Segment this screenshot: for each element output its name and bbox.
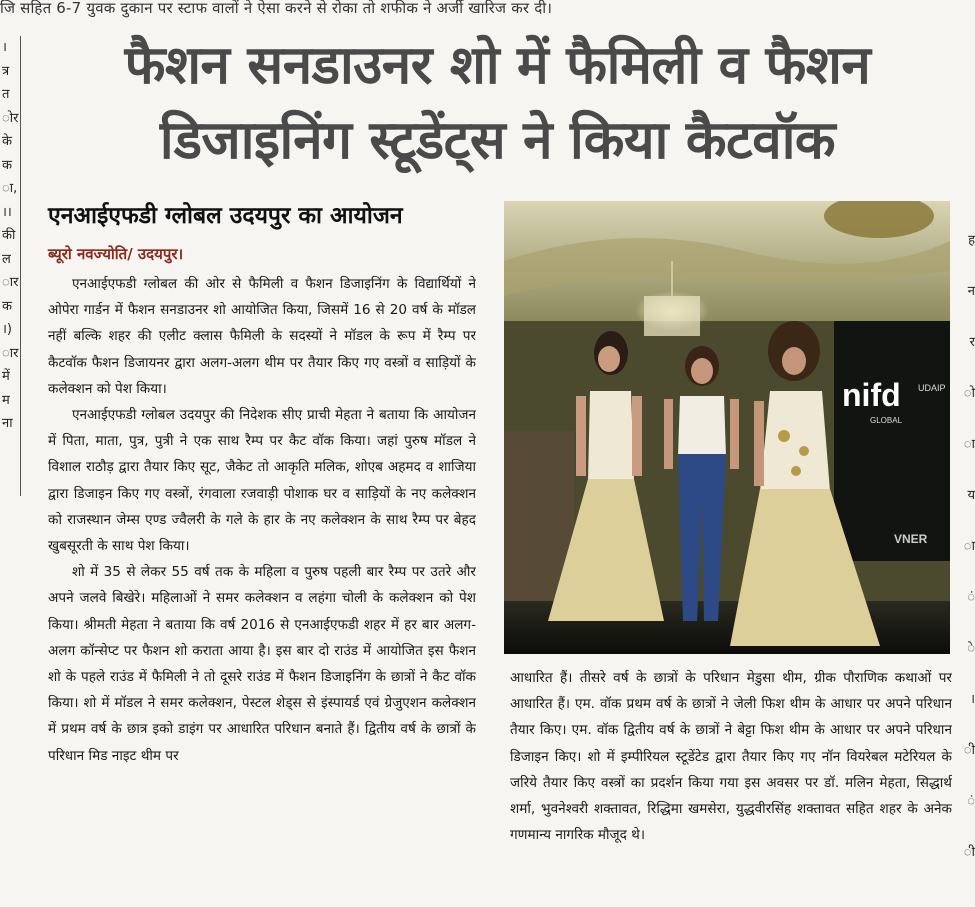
runway-photo-graphic: [504, 201, 950, 654]
paragraph: शो में 35 से लेकर 55 वर्ष तक के महिला व पुरुष पहली बार रैम्प पर उतरे और अपने जलवे बिखेरे। महिलाओं ने समर कलेक्शन व लहंगा चोली के कलेक्शन को पेश किया। श्रीमती मेहता ने बताया कि वर्ष 2016 से एनआईएफडी शहर में हर बार अलग-अलग कॉन्सेप्ट पर फैशन शो कराता आया है। इस बार दो राउंड में आयोजित इस फैशन शो के पहले राउंड में फैमिली ने तो दूसरे राउंड में फैशन डिजाइनिंग के छात्रों ने कैट वॉक किया। शो में मॉडल ने समर कलेक्शन, पेस्टल शेड्स से इंस्पायर्ड एवं ग्रेजुएशन कलेक्शन में प्रथम वर्ष के छात्र इको डाइंग पर आधारित परिधान बनाते हैं। द्वितीय वर्ष के छात्रों के परिधान मिड नाइट थीम पर: [48, 564, 476, 764]
headline-line-2: डिजाइनिंग स्टूडेंट्स ने किया कैटवॉक: [159, 110, 836, 171]
fragment: की: [2, 228, 16, 243]
banner-text: VNER: [894, 532, 928, 546]
fragment: ा: [963, 437, 975, 452]
headline-line-1: फैशन सनडाउनर शो में फैमिली व फैशन: [124, 35, 871, 96]
backdrop-logo-text: nifd: [842, 377, 901, 413]
fragment: न: [967, 284, 975, 299]
backdrop-side-text: UDAIP: [918, 383, 946, 393]
fragment: े: [967, 641, 975, 656]
fragment: ल: [2, 251, 11, 267]
fragment: ।।: [2, 204, 12, 220]
fragment: ं: [967, 794, 975, 809]
previous-article-strip: जि सहित 6-7 युवक दुकान पर स्टाफ वालों ने ऐसा करने से रोका तो शफीक ने अर्जी खारिज कर दी।: [0, 0, 553, 17]
fragment: म: [2, 392, 10, 408]
fragment: क: [2, 298, 12, 314]
fragment: ी: [963, 845, 975, 860]
subheadline: एनआईएफडी ग्लोबल उदयपुर का आयोजन: [48, 203, 403, 229]
fragment: के: [2, 134, 12, 149]
fragment: ा: [963, 539, 975, 554]
fragment: ।: [970, 692, 975, 707]
fragment: ोर: [2, 110, 19, 126]
adjacent-column-right: [960, 215, 975, 905]
fragment: ार: [2, 275, 19, 290]
adjacent-column-left: [0, 36, 21, 496]
paragraph: आधारित हैं। तीसरे वर्ष के छात्रों के परिधान मेडुसा थीम, ग्रीक पौराणिक कथाओं पर आधारित हैं। एम. वॉक प्रथम वर्ष के छात्रों ने जेली फिश थीम के आधार पर अपने परिधान तैयार किए। एम. वॉक द्वितीय वर्ष के छात्रों ने बेट्टा फिश थीम के आधार पर अपने परिधान डिजाइन किए। शो में इम्पीरियल स्टूडेंटेड द्वारा तैयार किए गए नॉन वियरेबल मटेरियल के जरिये तैयार किए वस्त्रों का प्रदर्शन किया गया इस अवसर पर डॉ. मलिन मेहता, सिद्धार्थ शर्मा, भुवनेश्वरी शक्तावत, रिद्धिमा खमसेरा, युद्धवीरसिंह शक्तावत सहित शहर के अनेक गणमान्य नागरिक मौजूद थे।: [510, 670, 952, 844]
runway-photo: [504, 201, 950, 654]
article-column-1: [48, 271, 476, 901]
backdrop-screen: [834, 321, 950, 561]
headline: [30, 28, 965, 178]
fragment: ना: [2, 416, 13, 431]
fragment: य: [967, 488, 975, 503]
fragment: क: [2, 157, 12, 173]
byline: ब्यूरो नवज्योति/ उदयपुर।: [48, 245, 184, 263]
fragment: में: [2, 369, 10, 384]
fragment: ा,: [2, 181, 18, 196]
fragment: ह: [968, 233, 975, 248]
fragment: त: [2, 87, 10, 102]
article-column-2: [510, 665, 952, 905]
paragraph: एनआईएफडी ग्लोबल की ओर से फैमिली व फैशन डिजाइनिंग के विद्यार्थियों ने ओपेरा गार्डन में फैशन सनडाउनर शो आयोजित किया, जिसमें 16 से 20 वर्ष के मॉडल नहीं बल्कि शहर की एलीट क्लास फैमिली के सदस्यों ने मॉडल के रूप में रैम्प पर कैटवॉक फैशन डिजायनर द्वारा अलग-अलग थीम पर तैयार किए गए वस्त्रों व साड़ियों के कलेक्शन को पेश किया।: [48, 276, 476, 397]
fragment: ी: [963, 743, 975, 758]
fragment: ो: [963, 386, 975, 401]
fragment: र: [969, 335, 975, 350]
backdrop-logo-sub: GLOBAL: [870, 416, 903, 425]
fragment: ं: [967, 590, 975, 605]
fragment: ।): [2, 322, 12, 337]
fragment: ।: [2, 40, 7, 55]
paragraph: एनआईएफडी ग्लोबल उदयपुर की निदेशक सीए प्राची मेहता ने बताया कि आयोजन में पिता, माता, पुत्र, पुत्री ने एक साथ रैम्प पर कैट वॉक किया। जहां पुरुष मॉडल ने विशाल राठौड़ द्वारा तैयार किए सूट, जैकेट तो आकृति मलिक, शोएब अहमद व शाजिया द्वारा डिजाइन किए गए वस्त्रों, रंगवाला रजवाड़ी पोशाक घर व साड़ियों के नए कलेक्शन को राजस्थान जेम्स एण्ड ज्वैलरी के गले के हार के नए कलेक्शन के साथ रैम्प पर बेहद खुबसूरती के साथ पेश किया।: [48, 407, 476, 555]
fragment: ार: [2, 345, 19, 361]
fragment: त्र: [2, 63, 10, 79]
